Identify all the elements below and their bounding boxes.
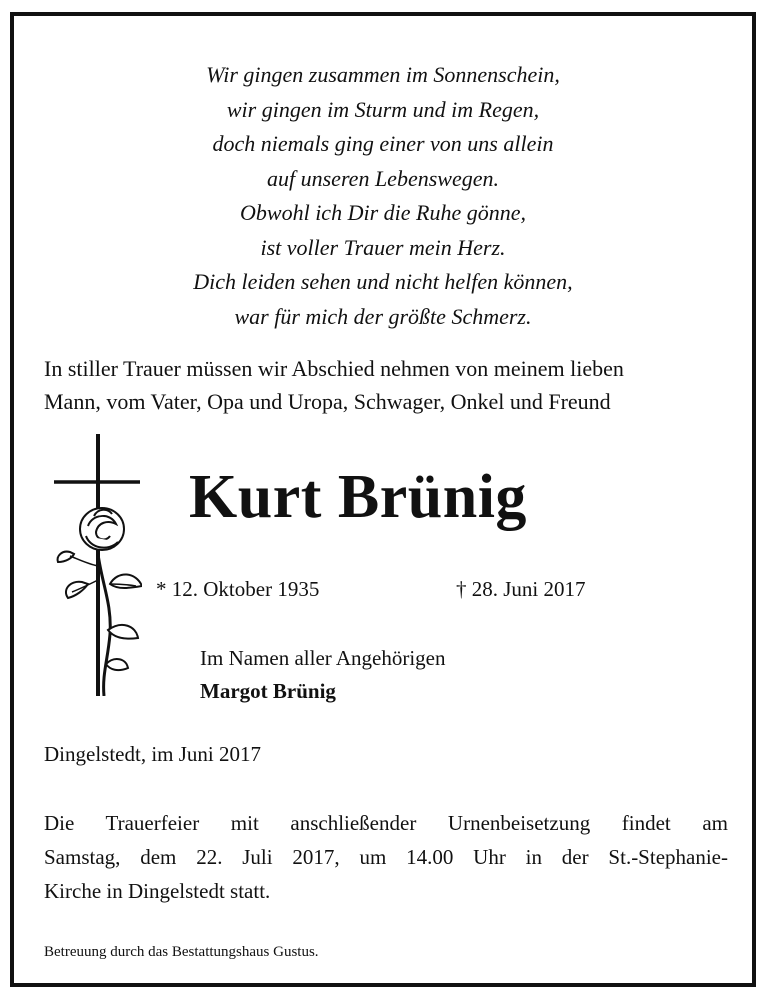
obituary-frame — [10, 12, 756, 987]
funeral-notice — [44, 806, 728, 908]
cross-with-rose-icon — [52, 434, 142, 696]
funeral-line: Die Trauerfeier mit anschließender Urnenbeisetzung findet am — [44, 811, 728, 835]
death-date: † 28. Juni 2017 — [456, 577, 586, 601]
poem-line: wir gingen im Sturm und im Regen, — [226, 96, 540, 122]
poem-line: war für mich der größte Schmerz. — [234, 303, 532, 329]
intro-line: In stiller Trauer müssen wir Abschied nehmen von meinem lieben — [44, 356, 624, 381]
family-line: Im Namen aller Angehörigen — [200, 646, 446, 670]
poem-line: ist voller Trauer mein Herz. — [260, 234, 506, 260]
funeral-line: Samstag, dem 22. Juli 2017, um 14.00 Uhr in der St.-Stephanie- — [44, 845, 728, 869]
funeral-line: Kirche in Dingelstedt statt. — [44, 879, 271, 903]
place-date: Dingelstedt, im Juni 2017 — [44, 742, 261, 766]
funeral-home-credit: Betreuung durch das Bestattungshaus Gustus. — [44, 944, 319, 960]
poem-line: Obwohl ich Dir die Ruhe gönne, — [240, 200, 526, 225]
poem-line: Dich leiden sehen und nicht helfen können, — [193, 269, 573, 294]
poem — [14, 58, 752, 334]
poem-line: auf unseren Lebenswegen. — [267, 165, 499, 191]
family-block — [200, 642, 446, 708]
birth-date: * 12. Oktober 1935 — [156, 577, 320, 601]
signer-name: Margot Brünig — [200, 679, 336, 703]
intro-line: Mann, vom Vater, Opa und Uropa, Schwager, Onkel und Freund — [44, 389, 611, 414]
poem-line: Wir gingen zusammen im Sonnenschein, — [206, 62, 560, 87]
intro-text — [44, 352, 724, 418]
deceased-name: Kurt Brünig — [189, 463, 527, 531]
poem-line: doch niemals ging einer von uns allein — [212, 131, 554, 156]
